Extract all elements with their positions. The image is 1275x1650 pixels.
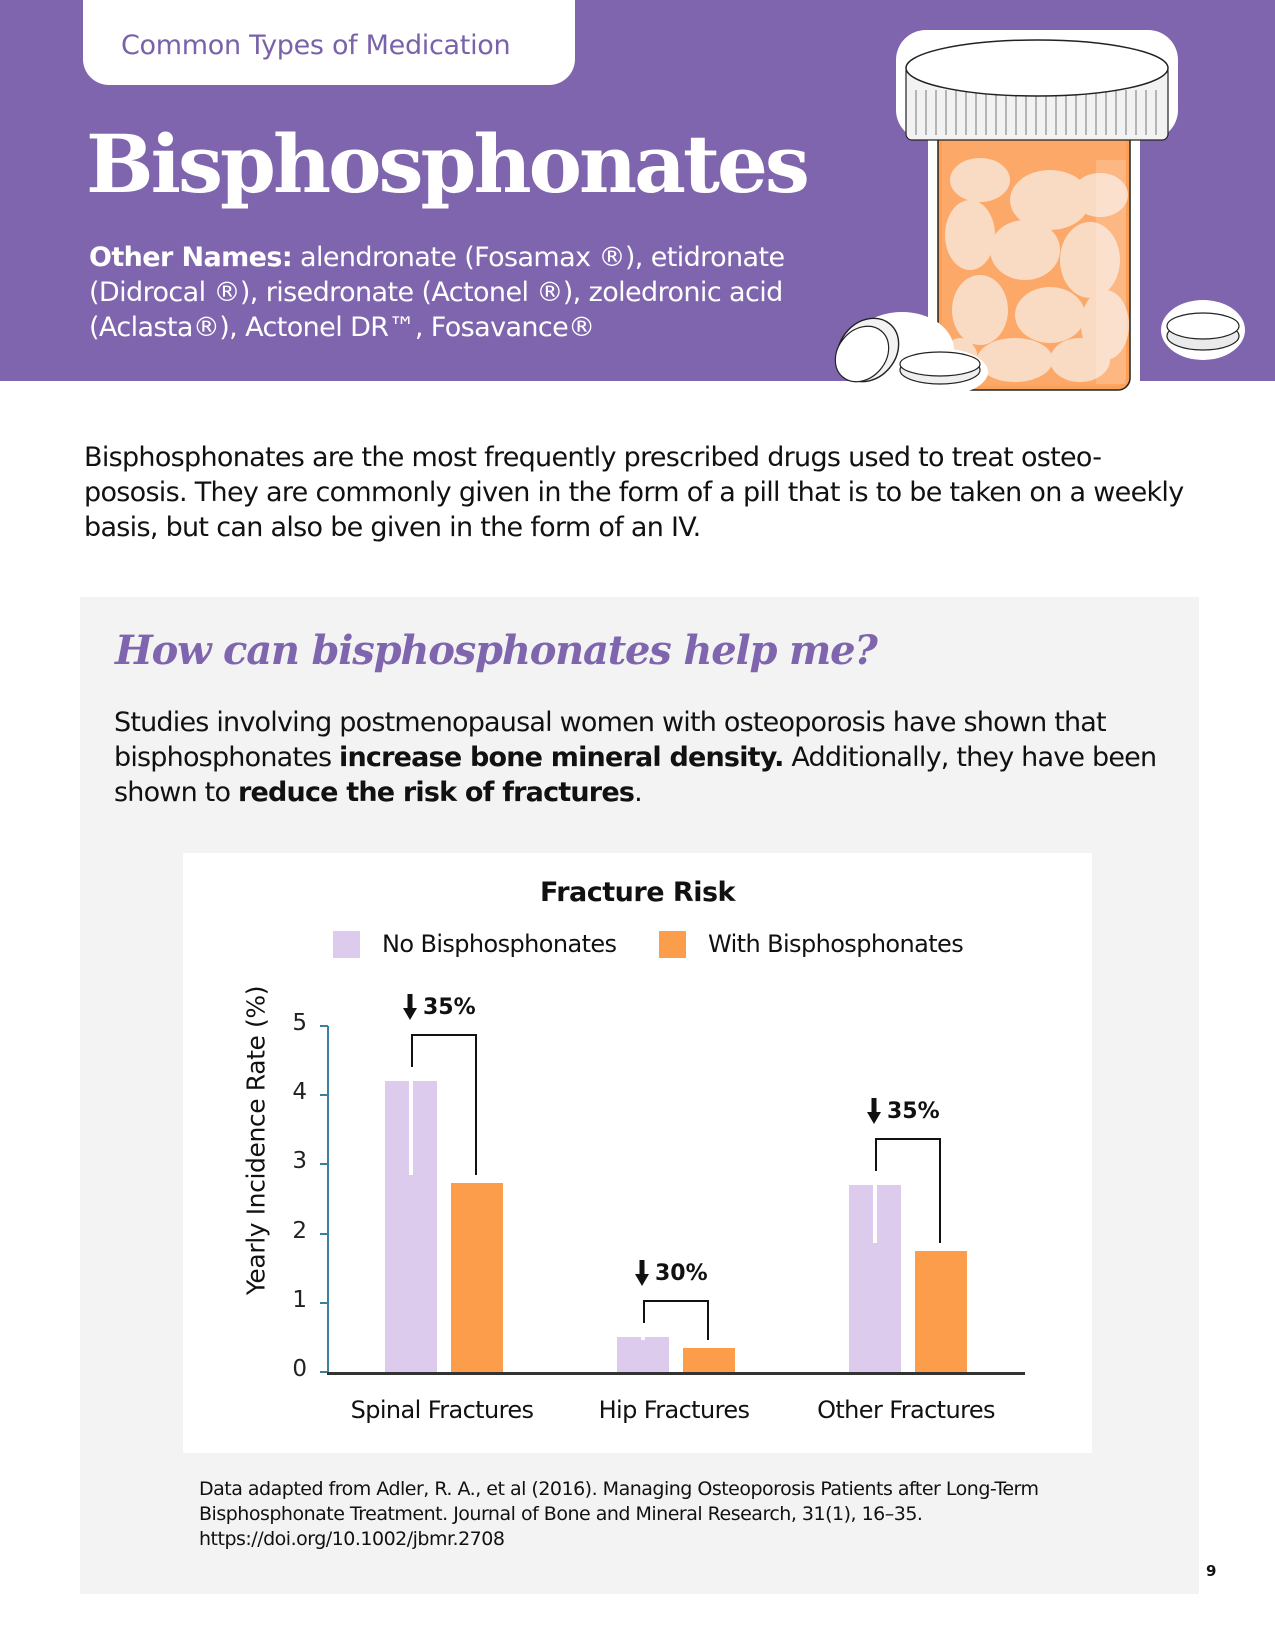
bar-with-bisphosphonates — [915, 1251, 967, 1372]
reduction-label: 30% — [655, 1260, 708, 1286]
x-axis-category-label: Other Fractures — [817, 1396, 995, 1424]
y-axis-line — [327, 1026, 329, 1372]
bar-no-bisphosphonates — [617, 1337, 669, 1372]
reduction-annotation — [403, 994, 476, 1020]
y-tick — [320, 1163, 328, 1165]
arrow-down-icon — [867, 1098, 881, 1124]
chart-title: Fracture Risk — [540, 877, 735, 908]
panel-body-text: Studies involving postmenopausal women with osteoporosis have shown that bisphosphonates — [114, 707, 1106, 773]
citation: Data adapted from Adler, R. A., et al (2016). Managing Osteoporosis Patients after Long-Term Bisphosphonate Treatment. Journal of Bone and Mineral Research, 31(1), 16–35. https://doi.org/10.1002/jbmr.2708 — [199, 1478, 1039, 1550]
bracket-mask — [641, 1323, 645, 1339]
x-axis-category-label: Hip Fractures — [598, 1396, 750, 1424]
panel-body-text: . — [634, 777, 642, 808]
plot-area — [183, 853, 1092, 1453]
intro-paragraph: Bisphosphonates are the most frequently prescribed drugs used to treat osteo-pososis. They are commonly given in the form of a pill that is to be taken on a weekly basis, but can also be given in the form of an IV. — [84, 442, 1184, 543]
bracket-mask — [873, 1171, 877, 1243]
arrow-down-icon — [635, 1260, 649, 1286]
section-tab — [83, 0, 575, 85]
bar-with-bisphosphonates — [683, 1348, 735, 1372]
other-names — [89, 240, 849, 345]
y-tick — [320, 1094, 328, 1096]
page-title: Bisphosphonates — [86, 117, 807, 211]
benefits-panel — [80, 597, 1199, 1594]
section-tab-label: Common Types of Medication — [121, 30, 511, 61]
legend-label: With Bisphosphonates — [708, 930, 964, 958]
reduction-label: 35% — [887, 1098, 940, 1124]
bar-with-bisphosphonates — [451, 1183, 503, 1372]
y-tick-label: 0 — [292, 1356, 307, 1382]
other-names-text: alendronate (Fosamax ®), etidronate (Didrocal ®), risedronate (Actonel ®), zoledronic acid (Aclasta®), Actonel DR™, Fosavance® — [89, 242, 785, 343]
x-axis-category-label: Spinal Fractures — [350, 1396, 534, 1424]
y-tick-label: 3 — [292, 1148, 307, 1175]
y-tick-label: 4 — [292, 1079, 307, 1106]
bracket-mask — [409, 1067, 413, 1175]
arrow-down-icon — [403, 994, 417, 1020]
panel-body-emphasis: increase bone mineral density. — [339, 742, 784, 773]
reduction-annotation — [635, 1260, 708, 1286]
reduction-bracket — [875, 1138, 941, 1243]
panel-body — [114, 705, 1164, 810]
y-axis-label: Yearly Incidence Rate (%) — [241, 985, 271, 1296]
y-tick-label: 1 — [292, 1286, 307, 1313]
fracture-risk-chart — [183, 853, 1092, 1453]
page-number: 9 — [1206, 1562, 1217, 1580]
x-axis-line — [327, 1372, 1025, 1375]
reduction-bracket — [643, 1300, 709, 1339]
y-tick-label: 2 — [292, 1217, 307, 1244]
y-tick — [320, 1233, 328, 1235]
panel-body-text: Additionally, they have been shown to — [114, 742, 1157, 808]
reduction-bracket — [411, 1034, 477, 1175]
legend-label: No Bisphosphonates — [382, 930, 617, 958]
reduction-annotation — [867, 1098, 940, 1124]
y-tick — [320, 1025, 328, 1027]
reduction-label: 35% — [423, 994, 476, 1020]
panel-heading: How can bisphosphonates help me? — [115, 627, 877, 674]
panel-body-emphasis: reduce the risk of fractures — [237, 777, 635, 808]
y-tick — [320, 1302, 328, 1304]
other-names-label: Other Names: — [89, 242, 293, 273]
y-tick-label: 5 — [292, 1010, 307, 1036]
pill-bottle-icon — [810, 20, 1250, 410]
